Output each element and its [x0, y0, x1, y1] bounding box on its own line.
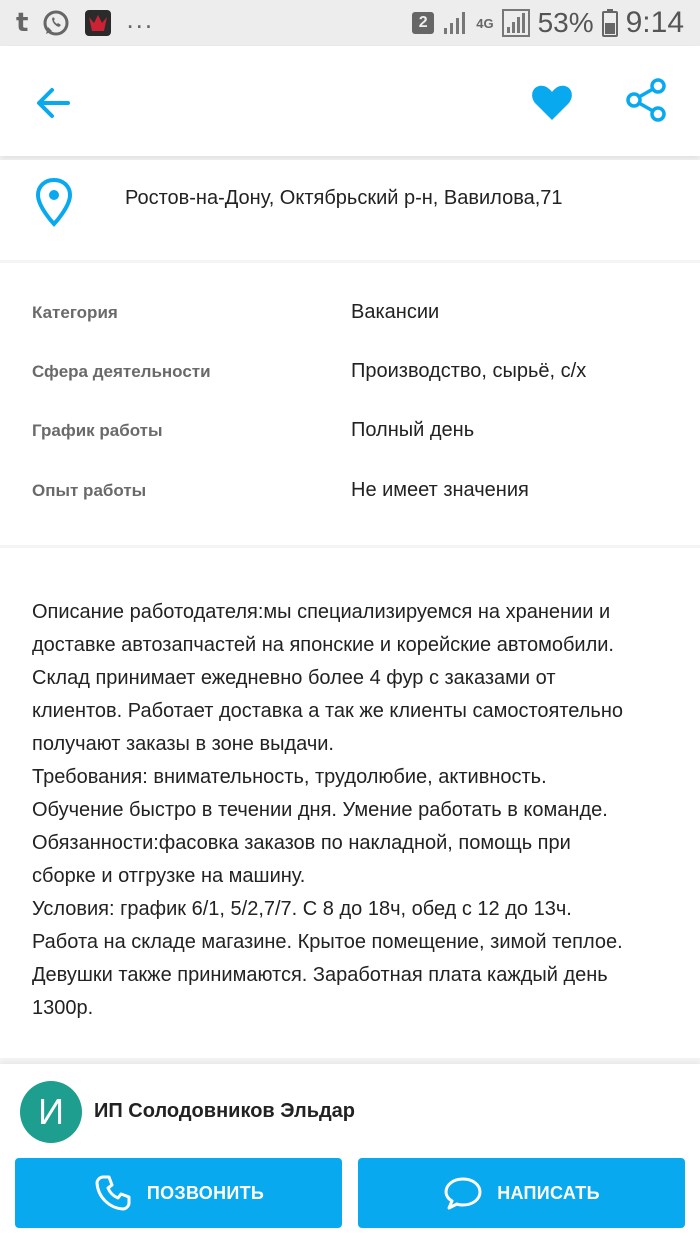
favorite-button[interactable]: [528, 78, 576, 126]
description-line: Работа на складе магазине. Крытое помещение, зимой теплое.: [32, 931, 623, 953]
param-value: Полный день: [351, 419, 475, 441]
whatsapp-icon: [42, 9, 70, 37]
sim-badge: 2: [412, 12, 434, 34]
description-line: Требования: внимательность, трудолюбие, активность.: [32, 766, 547, 788]
description-line: Склад принимает ежедневно более 4 фур с заказами от: [32, 667, 556, 689]
param-label: График работы: [32, 421, 163, 440]
param-value: Производство, сырьё, с/х: [351, 360, 587, 382]
description-line: клиентов. Работает доставка а так же клиенты самостоятельно: [32, 700, 624, 722]
param-row-sphere: [0, 354, 700, 394]
param-value: Не имеет значения: [351, 479, 529, 501]
back-button[interactable]: [30, 80, 76, 126]
arrow-left-icon: [30, 80, 76, 126]
tumblr-icon: t: [16, 8, 29, 38]
signal-icon-2: [502, 9, 530, 37]
param-row-category: [0, 295, 700, 335]
write-button-label: НАПИСАТЬ: [497, 1182, 600, 1203]
battery-icon: [602, 9, 618, 37]
description-line: Обязанности:фасовка заказов по накладной, помощь при: [32, 832, 571, 854]
description-line: сборке и отгрузке на машину.: [32, 865, 306, 887]
address-text: Ростов-на-Дону, Октябрьский р-н, Вавилова,71: [125, 187, 563, 209]
param-row-experience: [0, 473, 700, 513]
description-line: Условия: график 6/1, 5/2,7/7. С 8 до 18ч, обед с 12 до 13ч.: [32, 898, 572, 920]
share-button[interactable]: [622, 76, 670, 124]
battery-percent: 53%: [537, 7, 594, 38]
more-notifications: ...: [126, 3, 155, 34]
clock: 9:14: [625, 6, 684, 39]
seller-name[interactable]: ИП Солодовников Эльдар: [94, 1100, 356, 1122]
description-line: получают заказы в зоне выдачи.: [32, 733, 334, 755]
param-row-schedule: [0, 413, 700, 453]
param-label: Опыт работы: [32, 481, 147, 500]
parameters-section: [0, 263, 700, 545]
description-line: Описание работодателя:мы специализируемся на хранении и: [32, 601, 611, 623]
address-section[interactable]: [0, 160, 700, 260]
location-pin-icon: [34, 177, 74, 227]
call-button-label: ПОЗВОНИТЬ: [146, 1182, 265, 1203]
chat-bubble-icon: [443, 1173, 483, 1213]
seller-avatar[interactable]: И: [20, 1081, 82, 1143]
description-line: доставке автозапчастей на японские и корейские автомобили.: [32, 634, 614, 656]
phone-icon: [93, 1173, 133, 1213]
description-line: Обучение быстро в течении дня. Умение работать в команде.: [32, 799, 608, 821]
heart-icon: [528, 78, 576, 126]
call-button[interactable]: [15, 1158, 342, 1228]
param-label: Сфера деятельности: [32, 362, 211, 381]
description-section: [0, 548, 700, 1058]
signal-icon: [442, 10, 468, 36]
network-type: 4G: [476, 15, 494, 31]
contact-bar: [0, 1064, 700, 1244]
app-notification-icon: [84, 9, 112, 37]
description-line: Девушки также принимаются. Заработная плата каждый день: [32, 964, 608, 986]
write-button[interactable]: [358, 1158, 685, 1228]
description-line: 1300р.: [32, 997, 94, 1019]
app-bar: [0, 46, 700, 156]
description-text: [32, 596, 682, 1025]
status-bar: [0, 0, 700, 46]
share-icon: [622, 76, 670, 124]
param-label: Категория: [32, 303, 118, 322]
param-value: Вакансии: [351, 301, 440, 323]
